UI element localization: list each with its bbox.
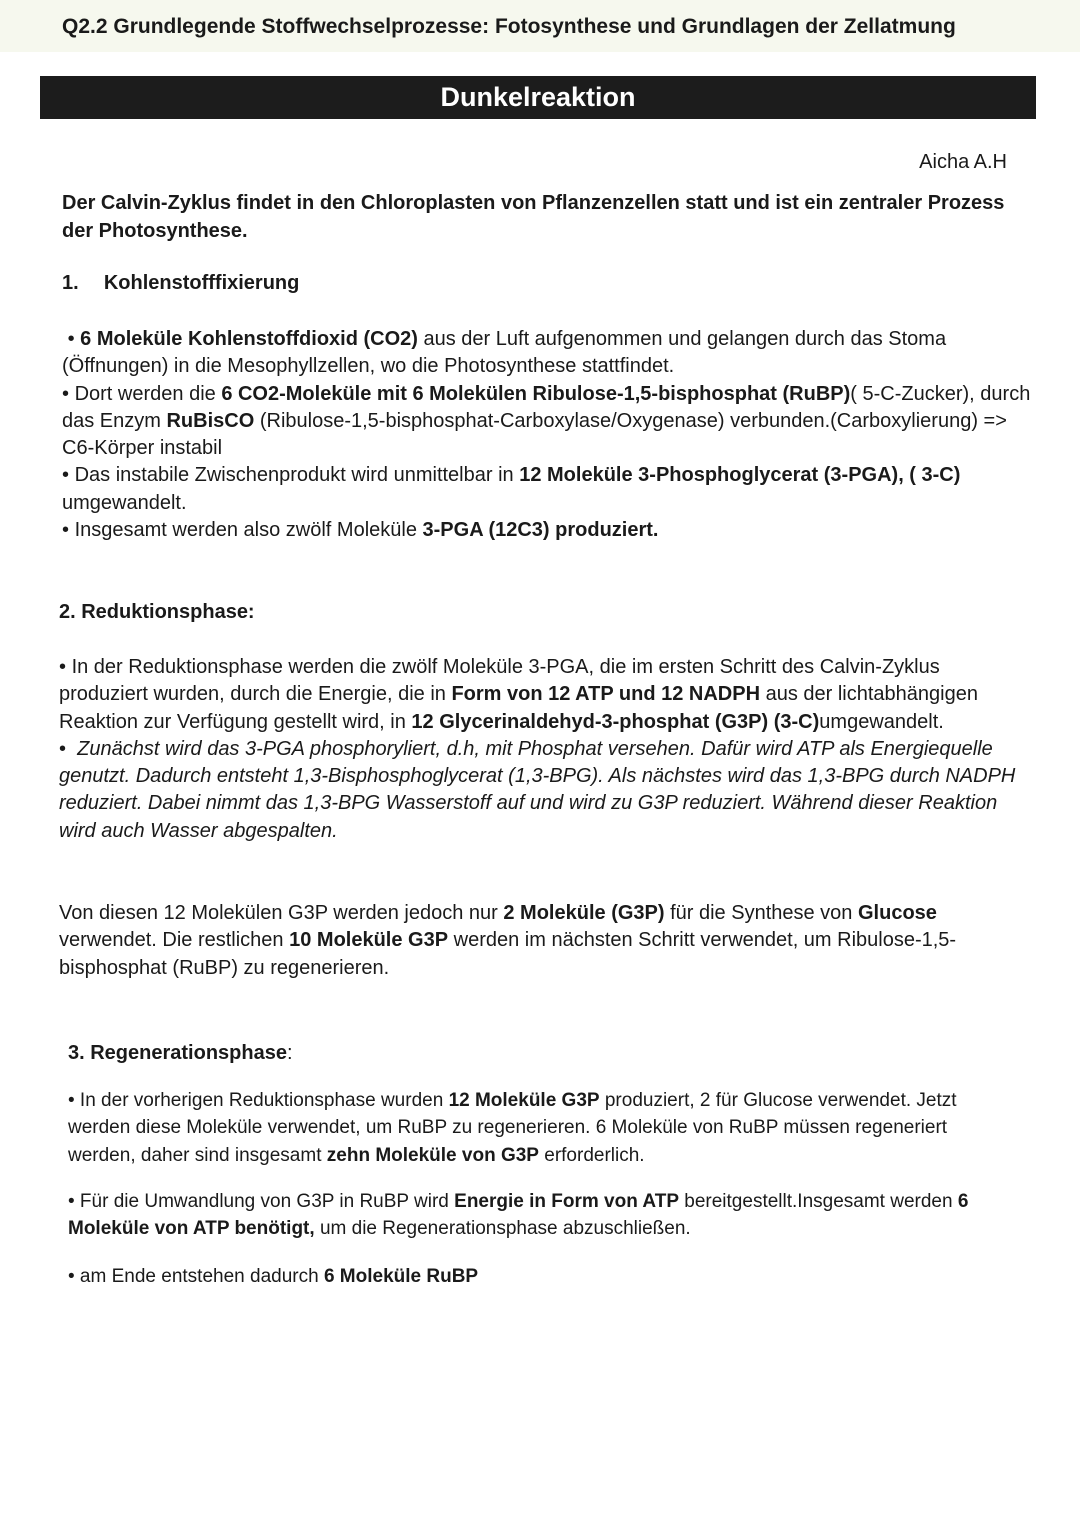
page-title-banner: Dunkelreaktion [40, 76, 1036, 119]
author-name: Aicha A.H [919, 151, 1007, 173]
list-item: • Insgesamt werden also zwölf Moleküle 3-PGA (12C3) produziert. [62, 519, 659, 542]
list-item: • Dort werden die 6 CO2-Moleküle mit 6 Molekülen Ribulose-1,5-bisphosphat (RuBP)( 5-C-Zucker), durch das Enzym RuBisCO (Ribulose-1,5-bisphosphat-Carboxylase/Oxygenase) verbunden.(Carboxylierung) => C6-Körper instabil [62, 382, 1031, 460]
list-item: • In der Reduktionsphase werden die zwölf Moleküle 3-PGA, die im ersten Schritt des Calvin-Zyklus produziert wurden, durch die Energie, die in Form von 12 ATP und 12 NADPH aus der lichtabhängigen Reaktion zur Verfügung gestellt wird, in 12 Glycerinaldehyd-3-phosphat (G3P) (3-C)umgewandelt. [59, 656, 978, 733]
list-item: • 6 Moleküle Kohlenstoffdioxid (CO2) aus der Luft aufgenommen und gelangen durch das Stoma (Öffnungen) in die Mesophyllzellen, wo die Photosynthese stattfindet. [62, 328, 947, 378]
bullet-icon: • [59, 737, 67, 760]
section-3-bullet-2: • Für die Umwandlung von G3P in RuBP wird Energie in Form von ATP bereitgestellt.Insgesamt werden 6 Moleküle von ATP benötigt, um die Regenerationsphase abzuschließen. [68, 1191, 969, 1240]
bullet-icon: • [62, 519, 70, 542]
section-1-bullets [62, 326, 1032, 544]
section-2-bullets [59, 654, 1034, 845]
bullet-icon: • [68, 1266, 75, 1287]
bullet-icon: • [59, 656, 67, 678]
section-3-bullet-3: • am Ende entstehen dadurch 6 Moleküle RuBP [68, 1266, 479, 1287]
list-item: • Zunächst wird das 3-PGA phosphoryliert, d.h, mit Phosphat versehen. Dafür wird ATP als Energiequelle genutzt. Dadurch entsteht 1,3-Bisphosphoglycerat (1,3-BPG). Als nächstes wird das 1,3-BPG durch NADPH reduziert. Dabei nimmt das 1,3-BPG Wasserstoff auf und wird zu G3P reduziert. Während dieser Reaktion wird auch Wasser abgespalten. [59, 737, 1016, 842]
section-1-heading [62, 272, 299, 295]
list-item: • Das instabile Zwischenprodukt wird unmittelbar in 12 Moleküle 3-Phosphoglycerat (3-PGA), ( 3-C) umgewandelt. [62, 464, 961, 514]
bullet-icon: • [68, 1191, 75, 1212]
bullet-icon: • [62, 382, 70, 405]
section-1-number: 1. [62, 272, 79, 294]
section-2-paragraph: Von diesen 12 Molekülen G3P werden jedoch nur 2 Moleküle (G3P) für die Synthese von Glucose verwendet. Die restlichen 10 Moleküle G3P werden im nächsten Schritt verwendet, um Ribulose-1,5-bisphosphat (RuBP) zu regenerieren. [59, 902, 957, 979]
section-3-heading: 3. Regenerationsphase: [68, 1042, 293, 1064]
bullet-icon: • [68, 1090, 75, 1111]
section-1-title: Kohlenstofffixierung [103, 272, 300, 294]
course-header-bar [0, 0, 1080, 52]
section-2-heading: 2. Reduktionsphase: [59, 601, 255, 623]
bullet-icon: • [62, 464, 70, 487]
section-3-bullet-1: • In der vorherigen Reduktionsphase wurden 12 Moleküle G3P produziert, 2 für Glucose verwendet. Jetzt werden diese Moleküle verwendet, um RuBP zu regenerieren. 6 Moleküle von RuBP müssen regeneriert werden, daher sind insgesamt zehn Moleküle von G3P erforderlich. [68, 1090, 957, 1166]
course-title: Q2.2 Grundlegende Stoffwechselprozesse: Fotosynthese und Grundlagen der Zellatmung [62, 15, 956, 38]
intro-paragraph: Der Calvin-Zyklus findet in den Chloroplasten von Pflanzenzellen statt und ist ein zentraler Prozess der Photosynthese. [62, 192, 1005, 242]
bullet-icon: • [67, 328, 75, 350]
